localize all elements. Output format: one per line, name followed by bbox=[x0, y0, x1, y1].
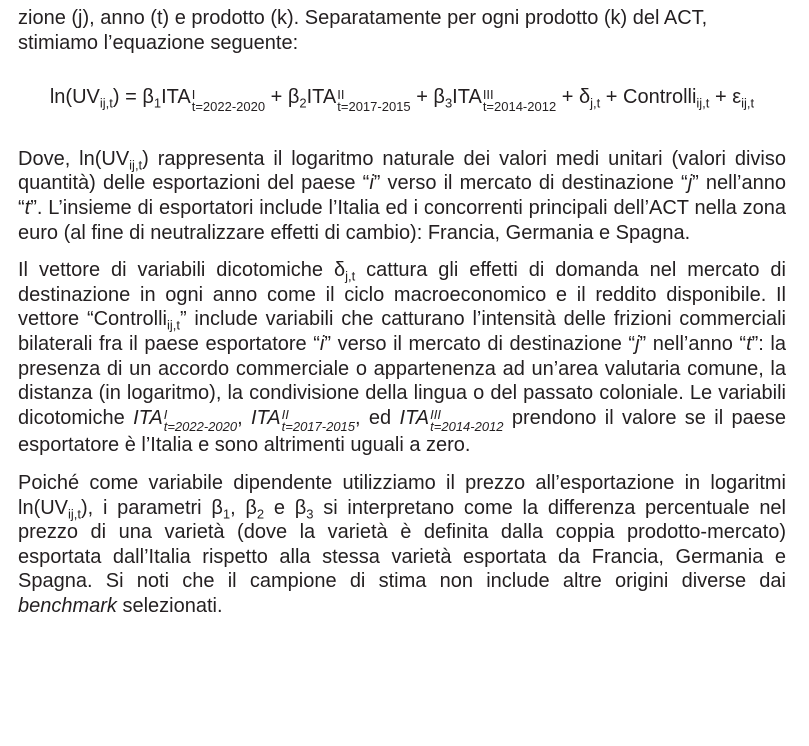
eq-beta2-subscript: 2 bbox=[299, 95, 307, 111]
paragraph-interpretation: Poiché come variabile dipendente utilizziamo il prezzo all’esportazione in logaritmi $\ln(UV_{ij,t})$, i parametri $\beta_1$, $\beta_2$ e $\beta_3$ si interpretano come la differenza percentuale nel prezzo di una varietà (dove la varietà è definita dalla coppia prodotto-mercato) esportata dall’Italia rispetto alla stessa varietà esportata da Francia, Germania e Spagna. Si noti che il campione di stima non include altre origini diverse dai benchmark selezionati. bbox=[18, 471, 787, 617]
eq-plus-beta3: + β bbox=[410, 86, 445, 109]
regression-equation bbox=[18, 83, 786, 113]
intro-line-1: zione (j), anno (t) e prodotto (k). Separatamente per ogni prodotto (k) del ACT, bbox=[18, 7, 708, 29]
eq-controlli-subscript: ij,t bbox=[696, 95, 710, 111]
eq-beta1-subscript: 1 bbox=[153, 95, 162, 111]
eq-plus-delta: + δ bbox=[556, 86, 591, 109]
eq-lhs-subscript: ij,t bbox=[99, 95, 113, 111]
eq-delta-subscript: j,t bbox=[590, 95, 601, 111]
paragraph-definitions: Dove, $\ln(UV_{ij,t})$ rappresenta il logaritmo naturale dei valori medi unitari (valori diviso quantità) delle esportazioni del paese “i” verso il mercato di destinazione “j” nell’anno “t”. L’insieme di esportatori include l’Italia ed i concorrenti principali dell’ACT nella zona euro (al fine di neutralizzare effetti di cambio): Francia, Germania e Spagna. bbox=[18, 147, 786, 244]
intro-text bbox=[18, 6, 786, 55]
intro-line-2: stimiamo l’equazione seguente: bbox=[18, 31, 299, 54]
eq-ita-1-indices: I t=2022-2020 bbox=[191, 86, 266, 114]
eq-ita-3-indices: III t=2014-2012 bbox=[482, 86, 557, 114]
eq-epsilon-subscript: ij,t bbox=[741, 95, 755, 111]
eq-ita-2: ITA bbox=[306, 86, 337, 109]
eq-plus-epsilon: + ε bbox=[709, 86, 742, 109]
eq-lhs: ln(UV bbox=[49, 86, 100, 109]
eq-plus-controlli: + Controlli bbox=[600, 86, 697, 109]
eq-ita-3: ITA bbox=[452, 86, 482, 109]
eq-equals-beta: ) = β bbox=[112, 86, 154, 109]
eq-plus-beta2: + β bbox=[265, 86, 300, 109]
eq-ita-1: ITA bbox=[161, 86, 191, 109]
paragraph-dummy-variables: Il vettore di variabili dicotomiche $\delta_{j,t}$ cattura gli effetti di domanda nel mercato di destinazione in ogni anno come il ciclo macroeconomico e il reddito disponibile. Il vettore “Controlli$_{ij,t}$” include variabili che catturano l’intensità delle frizioni commerciali bilaterali fra il paese esportatore “i” verso il mercato di destinazione “j” nell’anno “t”: la presenza di un accordo commerciale o appartenenza ad un’area valutaria comune, la distanza (in logaritmo), la condivisione della lingua o del passato coloniale. Le variabili dicotomiche ITA I t=2022-2020 , ITA II t=2017-2015 , ed ITA III t=2014-2012 prendono il valore se il paese esportatore è l’Italia e sono altrimenti uguali a zero. bbox=[18, 259, 786, 457]
document-page bbox=[18, 6, 786, 618]
eq-beta3-subscript: 3 bbox=[444, 95, 453, 111]
eq-ita-2-indices: II t=2017-2015 bbox=[337, 86, 411, 114]
